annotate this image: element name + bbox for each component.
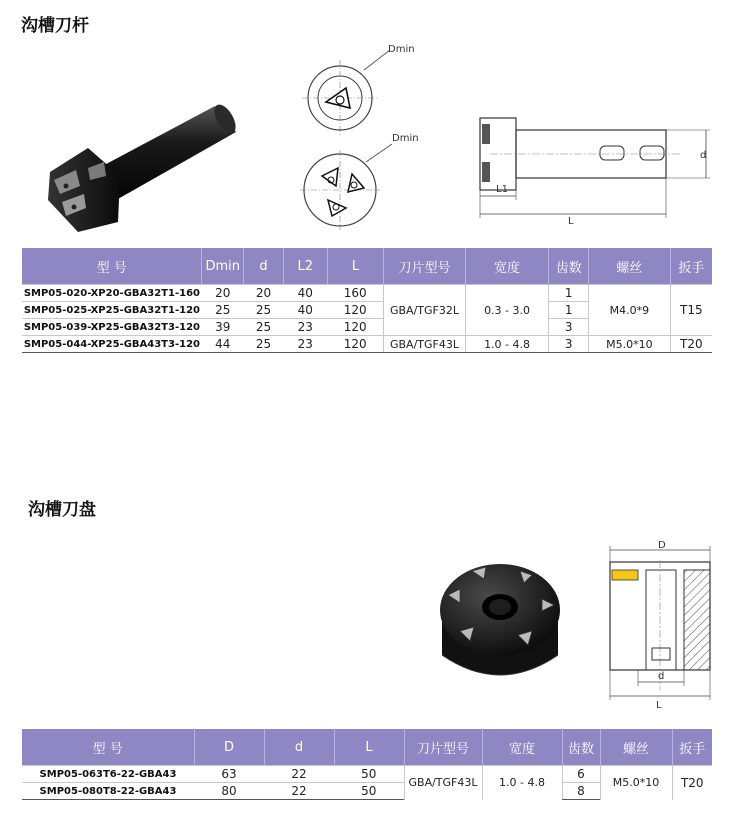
cell-l: 120 <box>327 336 383 353</box>
cell-wrench: T20 <box>672 766 712 800</box>
header-width: 宽度 <box>482 729 562 766</box>
cell-outer-d: 80 <box>194 783 264 800</box>
cell-insert: GBA/TGF43L <box>404 766 482 800</box>
cell-l: 50 <box>334 766 404 783</box>
disc-spec-table <box>22 729 712 800</box>
header-wrench: 扳手 <box>672 729 712 766</box>
table-header-row <box>22 729 712 766</box>
cell-l: 120 <box>327 302 383 319</box>
shank-tool-photo <box>40 90 250 244</box>
header-teeth: 齿数 <box>562 729 600 766</box>
cell-insert-group-a: GBA/TGF32L <box>384 285 466 336</box>
cell-l2: 23 <box>283 319 327 336</box>
cell-teeth: 3 <box>549 336 589 353</box>
l1-label: L1 <box>496 184 508 195</box>
cell-insert-group-b: GBA/TGF43L <box>384 336 466 353</box>
header-wrench: 扳手 <box>670 248 712 285</box>
cell-l2: 23 <box>283 336 327 353</box>
header-teeth: 齿数 <box>549 248 589 285</box>
cell-outer-d: 63 <box>194 766 264 783</box>
cell-width-group-b: 1.0 - 4.8 <box>465 336 549 353</box>
cell-teeth: 6 <box>562 766 600 783</box>
header-l: L <box>334 729 404 766</box>
dmin-label-top: Dmin <box>388 44 415 55</box>
cell-d: 22 <box>264 783 334 800</box>
cell-d: 20 <box>244 285 284 302</box>
cell-d: 25 <box>244 302 284 319</box>
table-row <box>22 766 712 783</box>
cell-l: 120 <box>327 319 383 336</box>
cell-d: 25 <box>244 319 284 336</box>
section-title-grooving-shank: 沟槽刀杆 <box>21 16 89 36</box>
cell-screw: M5.0*10 <box>600 766 672 800</box>
cell-teeth: 8 <box>562 783 600 800</box>
header-d: d <box>244 248 284 285</box>
cutter-disc-section-diagram <box>598 540 723 714</box>
shank-spec-table <box>22 248 712 353</box>
shank-side-view-diagram <box>470 110 720 234</box>
cell-model: SMP05-039-XP25-GBA32T3-120 <box>22 319 202 336</box>
cell-l: 160 <box>327 285 383 302</box>
shank-end-view-diagram <box>298 40 428 244</box>
cell-teeth: 1 <box>549 302 589 319</box>
cell-width: 1.0 - 4.8 <box>482 766 562 800</box>
header-dmin: Dmin <box>202 248 244 285</box>
cell-dmin: 25 <box>202 302 244 319</box>
cell-screw-group-a: M4.0*9 <box>589 285 671 336</box>
cell-screw-group-b: M5.0*10 <box>589 336 671 353</box>
disc-l-label: L <box>656 700 662 710</box>
table-row <box>22 336 712 353</box>
l-label: L <box>568 216 574 227</box>
disc-d-upper-label: D <box>658 540 666 551</box>
header-width: 宽度 <box>465 248 549 285</box>
cell-wrench-group-b: T20 <box>670 336 712 353</box>
header-insert: 刀片型号 <box>384 248 466 285</box>
header-outer-d: D <box>194 729 264 766</box>
cell-l: 50 <box>334 783 404 800</box>
cell-model: SMP05-063T6-22-GBA43 <box>22 766 194 783</box>
header-screw: 螺丝 <box>589 248 671 285</box>
header-l: L <box>327 248 383 285</box>
cell-model: SMP05-080T8-22-GBA43 <box>22 783 194 800</box>
cutter-disc-photo <box>430 555 570 694</box>
cell-model: SMP05-044-XP25-GBA43T3-120 <box>22 336 202 353</box>
cell-dmin: 44 <box>202 336 244 353</box>
cell-dmin: 39 <box>202 319 244 336</box>
header-insert: 刀片型号 <box>404 729 482 766</box>
cell-wrench-group-a: T15 <box>670 285 712 336</box>
disc-d-lower-label: d <box>658 671 665 682</box>
cell-width-group-a: 0.3 - 3.0 <box>465 285 549 336</box>
d-label: d <box>700 150 707 161</box>
header-l2: L2 <box>283 248 327 285</box>
cell-d: 25 <box>244 336 284 353</box>
header-model: 型 号 <box>22 729 194 766</box>
cell-l2: 40 <box>283 302 327 319</box>
header-screw: 螺丝 <box>600 729 672 766</box>
dmin-label-bottom: Dmin <box>392 133 419 144</box>
table-header-row <box>22 248 712 285</box>
cell-d: 22 <box>264 766 334 783</box>
section-title-grooving-disc: 沟槽刀盘 <box>28 500 96 520</box>
header-model: 型 号 <box>22 248 202 285</box>
cell-l2: 40 <box>283 285 327 302</box>
table-row <box>22 285 712 302</box>
cell-teeth: 3 <box>549 319 589 336</box>
cell-dmin: 20 <box>202 285 244 302</box>
cell-model: SMP05-020-XP20-GBA32T1-160 <box>22 285 202 302</box>
header-d: d <box>264 729 334 766</box>
cell-teeth: 1 <box>549 285 589 302</box>
cell-model: SMP05-025-XP25-GBA32T1-120 <box>22 302 202 319</box>
